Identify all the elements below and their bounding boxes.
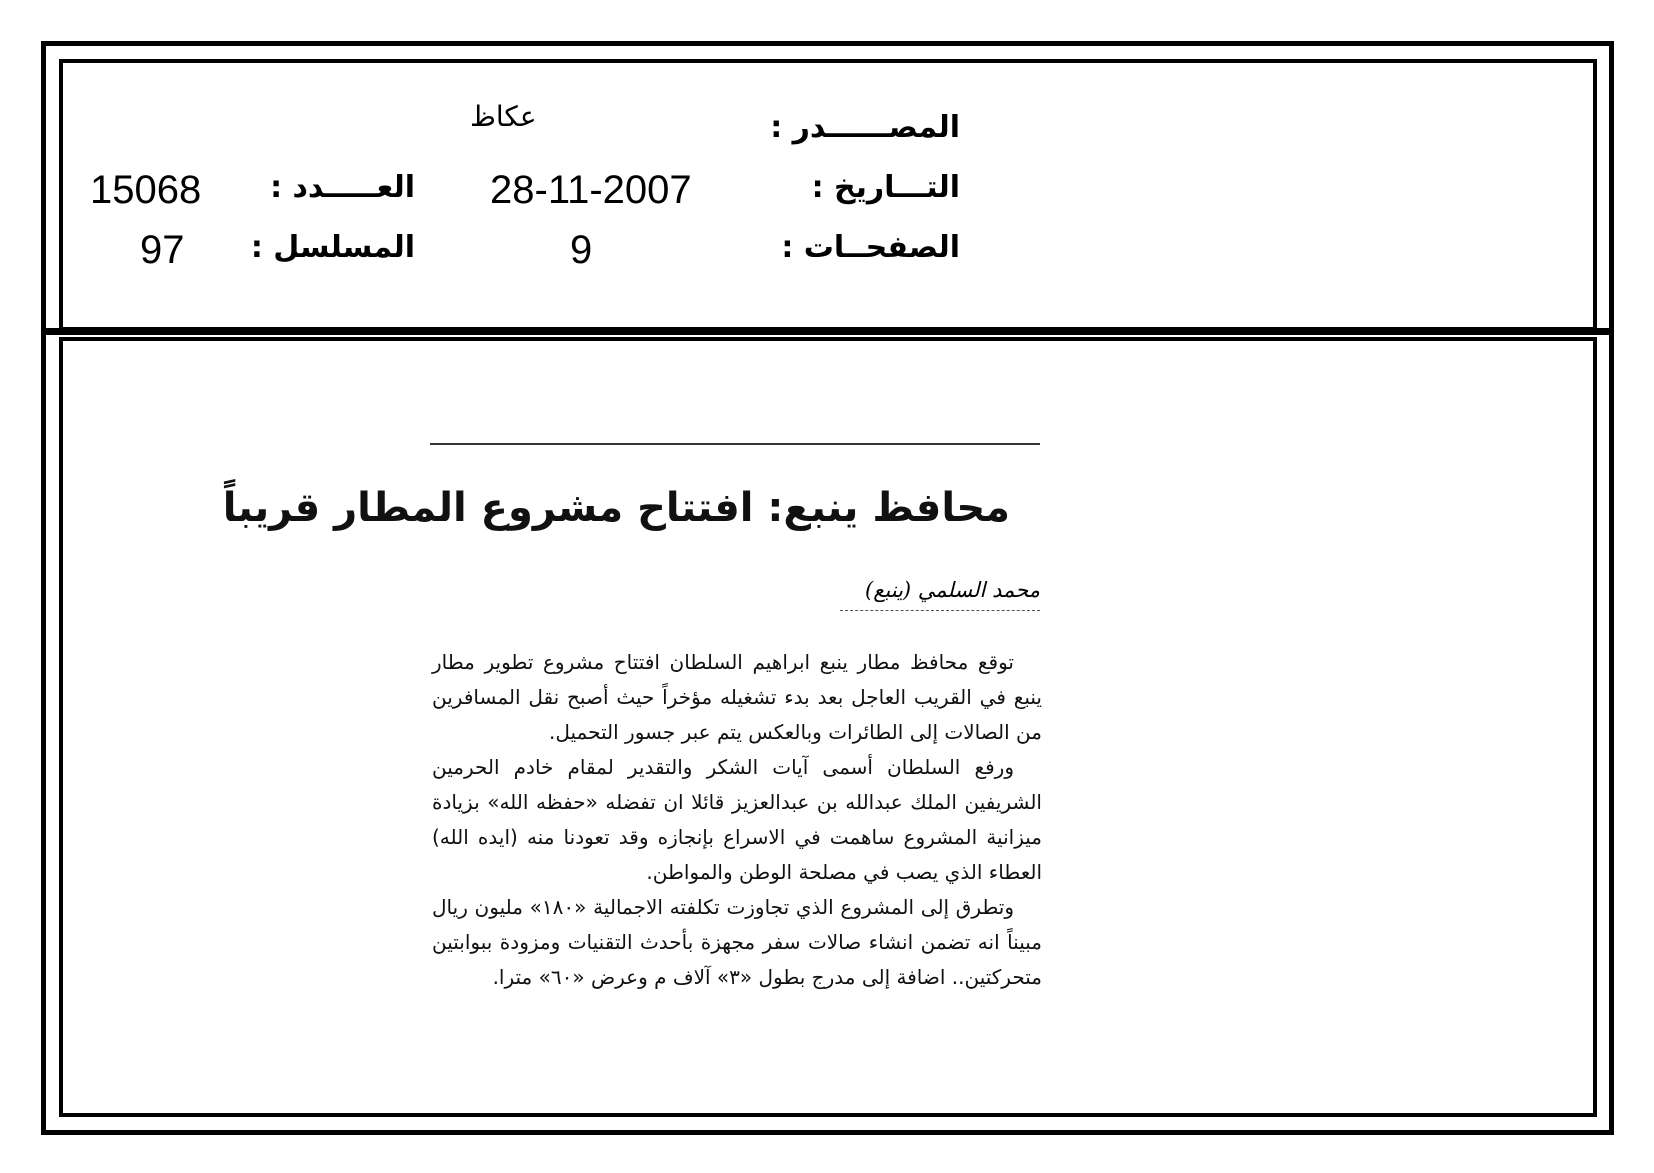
date-label: التـــاريخ : — [811, 170, 960, 205]
article-paragraph: توقع محافظ مطار ينبع ابراهيم السلطان افتتاح مشروع تطوير مطار ينبع في القريب العاجل بعد بدء تشغيله مؤخراً حيث أصبح نقل المسافرين من الصالات إلى الطائرات وبالعكس يتم عبر جسور التحميل. — [432, 650, 1042, 744]
header-separator — [41, 328, 1614, 335]
date-value: 28-11-2007 — [490, 168, 692, 212]
pages-value: 9 — [570, 228, 593, 272]
byline-underline — [840, 610, 1040, 612]
source-value: عكاظ — [470, 100, 537, 133]
source-label: المصــــــدر : — [770, 110, 960, 145]
issue-label: العـــــدد : — [270, 170, 415, 205]
article-paragraph: وتطرق إلى المشروع الذي تجاوزت تكلفته الاجمالية «١٨٠» مليون ريال مبيناً انه تضمن انشاء صالات سفر مجهزة بأحدث التقنيات ومزودة ببوابتين متحركتين.. اضافة إلى مدرج بطول «٣» آلاف م وعرض «٦٠» مترا. — [432, 895, 1042, 989]
pages-label: الصفحــات : — [781, 230, 960, 265]
article-body — [432, 645, 1042, 995]
serial-value: 97 — [140, 228, 185, 272]
article-byline: محمد السلمي (ينبع) — [865, 578, 1040, 602]
issue-value: 15068 — [90, 168, 202, 212]
article-top-rule — [430, 443, 1040, 445]
article-paragraph: ورفع السلطان أسمى آيات الشكر والتقدير لمقام خادم الحرمين الشريفين الملك عبدالله بن عبدالعزيز قائلا ان تفضله «حفظه الله» بزيادة ميزانية المشروع ساهمت في الاسراع بإنجازه وقد تعودنا منه (ايده الله) العطاء الذي يصب في مصلحة الوطن والمواطن. — [432, 755, 1042, 884]
article-headline: محافظ ينبع: افتتاح مشروع المطار قريباً — [222, 485, 1010, 531]
serial-label: المسلسل : — [250, 230, 415, 265]
